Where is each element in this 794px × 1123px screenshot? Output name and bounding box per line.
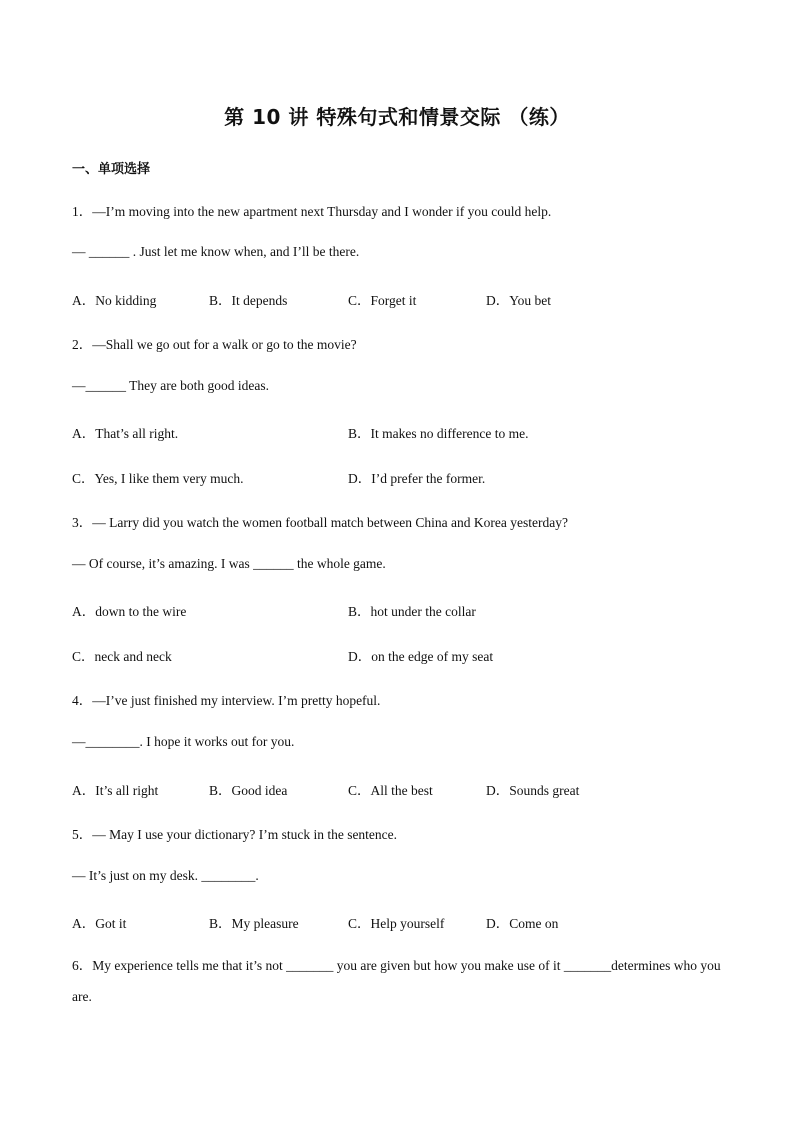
question-2-option-c: C．Yes, I like them very much. bbox=[72, 471, 244, 486]
question-1-option-d: D．You bet bbox=[486, 293, 552, 308]
question-4-reply: —________. I hope it works out for you. bbox=[72, 734, 295, 749]
question-2-option-b: B．It makes no difference to me. bbox=[348, 426, 529, 441]
page-title: 第 10 讲 特殊句式和情景交际 （练） bbox=[224, 105, 570, 129]
question-3-stem: 3．— Larry did you watch the women football match between China and Korea yesterday? bbox=[72, 515, 568, 530]
question-3-option-a: A．down to the wire bbox=[72, 604, 187, 619]
question-1-option-c: C．Forget it bbox=[348, 293, 417, 308]
question-5-option-c: C．Help yourself bbox=[348, 916, 445, 931]
question-3-option-b: B．hot under the collar bbox=[348, 604, 476, 619]
question-5-stem: 5．— May I use your dictionary? I’m stuck in the sentence. bbox=[72, 827, 398, 842]
question-2-reply: —______ They are both good ideas. bbox=[72, 378, 269, 393]
question-1-reply: — ______ . Just let me know when, and I’ll be there. bbox=[72, 244, 360, 259]
question-5-reply: — It’s just on my desk. ________. bbox=[72, 868, 259, 883]
question-1-option-a: A．No kidding bbox=[72, 293, 157, 308]
question-2-stem: 2．—Shall we go out for a walk or go to the movie? bbox=[72, 337, 357, 352]
question-2-option-a: A．That’s all right. bbox=[72, 426, 179, 441]
question-1-stem: 1．—I’m moving into the new apartment next Thursday and I wonder if you could help. bbox=[72, 204, 552, 219]
question-3-option-d: D．on the edge of my seat bbox=[348, 649, 494, 664]
section-heading: 一、单项选择 bbox=[72, 162, 151, 177]
question-4-option-c: C．All the best bbox=[348, 783, 433, 798]
question-3-reply: — Of course, it’s amazing. I was ______ the whole game. bbox=[72, 556, 386, 571]
question-5-option-a: A．Got it bbox=[72, 916, 127, 931]
question-2-option-d: D．I’d prefer the former. bbox=[348, 471, 486, 486]
question-4-option-a: A．It’s all right bbox=[72, 783, 159, 798]
question-5-option-b: B．My pleasure bbox=[209, 916, 299, 931]
question-4-option-d: D．Sounds great bbox=[486, 783, 580, 798]
question-5-option-d: D．Come on bbox=[486, 916, 559, 931]
question-4-option-b: B．Good idea bbox=[209, 783, 288, 798]
question-3-option-c: C．neck and neck bbox=[72, 649, 172, 664]
question-4-stem: 4．—I’ve just finished my interview. I’m pretty hopeful. bbox=[72, 693, 381, 708]
question-6-stem: 6．My experience tells me that it’s not _______ you are given but how you make use of it _______determines who you are. bbox=[72, 958, 721, 1004]
question-1-option-b: B．It depends bbox=[209, 293, 288, 308]
